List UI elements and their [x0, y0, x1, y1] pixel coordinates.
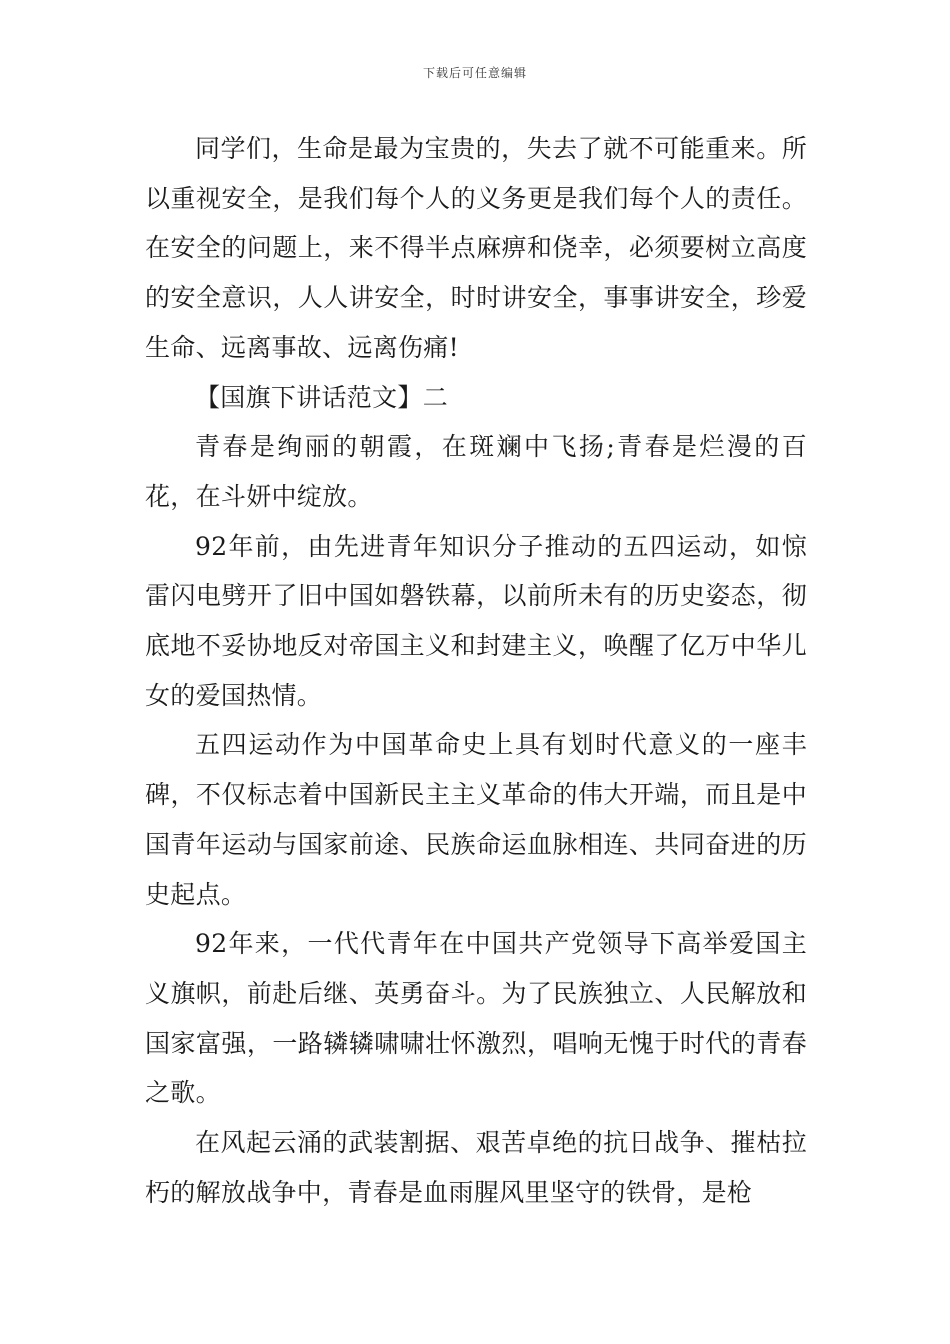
document-body	[145, 124, 807, 1217]
section-heading: 【国旗下讲话范文】二	[195, 382, 449, 412]
paragraph-safety-conclusion: 同学们，生命是最为宝贵的，失去了就不可能重来。所以重视安全，是我们每个人的义务更是我们每个人的责任。在安全的问题上，来不得半点麻痹和侥幸，必须要树立高度的安全意识，人人讲安全，时时讲安全，事事讲安全，珍爱生命、远离事故、远离伤痛!	[145, 134, 807, 362]
page-header: 下载后可任意编辑	[422, 66, 527, 80]
paragraph-monument: 五四运动作为中国革命史上具有划时代意义的一座丰碑，不仅标志着中国新民主主义革命的伟大开端，而且是中国青年运动与国家前途、民族命运血脉相连、共同奋进的历史起点。	[145, 730, 807, 909]
paragraph-may-fourth: 92年前，由先进青年知识分子推动的五四运动，如惊雷闪电劈开了旧中国如磐铁幕，以前所未有的历史姿态，彻底地不妥协地反对帝国主义和封建主义，唤醒了亿万中华儿女的爱国热情。	[145, 531, 807, 710]
paragraph-generations: 92年来，一代代青年在中国共产党领导下高举爱国主义旗帜，前赴后继、英勇奋斗。为了民族独立、人民解放和国家富强，一路辚辚啸啸壮怀激烈，唱响无愧于时代的青春之歌。	[145, 929, 807, 1108]
paragraph-war-years: 在风起云涌的武装割据、艰苦卓绝的抗日战争、摧枯拉朽的解放战争中，青春是血雨腥风里坚守的铁骨，是枪	[145, 1128, 807, 1207]
paragraph-youth-intro: 青春是绚丽的朝霞，在斑斓中飞扬;青春是烂漫的百花，在斗妍中绽放。	[145, 432, 807, 511]
